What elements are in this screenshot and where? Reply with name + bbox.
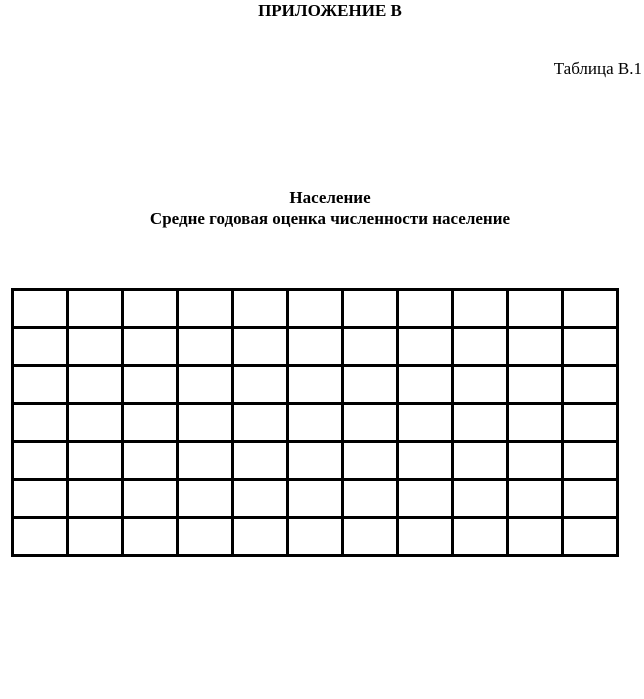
table-cell xyxy=(123,328,178,366)
table-cell xyxy=(453,442,508,480)
table-cell xyxy=(13,404,68,442)
table-row xyxy=(13,328,618,366)
table-cell xyxy=(178,328,233,366)
table-cell xyxy=(398,290,453,328)
table-cell xyxy=(13,442,68,480)
table-cell xyxy=(343,442,398,480)
table-cell xyxy=(123,404,178,442)
table-row xyxy=(13,480,618,518)
table-cell xyxy=(123,290,178,328)
table-cell xyxy=(453,518,508,556)
table-cell xyxy=(453,290,508,328)
table-row xyxy=(13,404,618,442)
table-cell xyxy=(398,442,453,480)
table-cell xyxy=(398,404,453,442)
table-cell xyxy=(508,328,563,366)
table-cell xyxy=(398,518,453,556)
table-cell xyxy=(123,366,178,404)
table-cell xyxy=(13,290,68,328)
table-cell xyxy=(13,366,68,404)
table-cell xyxy=(343,366,398,404)
table-cell xyxy=(288,518,343,556)
table-cell xyxy=(13,518,68,556)
table-cell xyxy=(178,404,233,442)
table-row xyxy=(13,518,618,556)
table-row xyxy=(13,366,618,404)
table-row xyxy=(13,442,618,480)
table-cell xyxy=(453,404,508,442)
table-cell xyxy=(178,442,233,480)
table-cell xyxy=(343,404,398,442)
table-cell xyxy=(453,328,508,366)
table-cell xyxy=(453,366,508,404)
table-cell xyxy=(508,442,563,480)
table-cell xyxy=(508,404,563,442)
table-cell xyxy=(288,480,343,518)
table-cell xyxy=(233,518,288,556)
table-caption xyxy=(0,187,644,229)
table-cell xyxy=(343,480,398,518)
table-cell xyxy=(178,366,233,404)
table-cell xyxy=(178,480,233,518)
table-cell xyxy=(563,480,618,518)
table-cell xyxy=(453,480,508,518)
table-cell xyxy=(233,366,288,404)
table-cell xyxy=(68,442,123,480)
table-cell xyxy=(563,290,618,328)
table-cell xyxy=(123,480,178,518)
table-cell xyxy=(68,290,123,328)
caption-subtitle: Средне годовая оценка численности население xyxy=(149,209,511,228)
empty-data-table xyxy=(11,288,619,557)
table-cell xyxy=(508,366,563,404)
table-cell xyxy=(563,366,618,404)
table-cell xyxy=(68,328,123,366)
caption-title: Население xyxy=(289,188,371,207)
table-cell xyxy=(398,328,453,366)
table-cell xyxy=(508,480,563,518)
table-cell xyxy=(68,480,123,518)
table-cell xyxy=(233,442,288,480)
table-cell xyxy=(68,518,123,556)
table-cell xyxy=(343,328,398,366)
table-cell xyxy=(68,366,123,404)
table-cell xyxy=(178,518,233,556)
table-cell xyxy=(563,328,618,366)
table-cell xyxy=(343,518,398,556)
table-cell xyxy=(233,290,288,328)
table-cell xyxy=(13,328,68,366)
table-cell xyxy=(508,290,563,328)
table-cell xyxy=(563,404,618,442)
table-cell xyxy=(233,404,288,442)
appendix-title: ПРИЛОЖЕНИЕ В xyxy=(258,1,402,20)
table-cell xyxy=(288,404,343,442)
table-cell xyxy=(508,518,563,556)
table-row xyxy=(13,290,618,328)
table-cell xyxy=(288,290,343,328)
table-cell xyxy=(563,442,618,480)
table-cell xyxy=(288,442,343,480)
table-cell xyxy=(13,480,68,518)
table-cell xyxy=(68,404,123,442)
table-cell xyxy=(398,480,453,518)
table-cell xyxy=(563,518,618,556)
table-number-label: Таблица В.1 xyxy=(553,59,642,78)
table-cell xyxy=(123,442,178,480)
table-cell xyxy=(288,366,343,404)
table-body xyxy=(13,290,618,556)
table-cell xyxy=(288,328,343,366)
table-cell xyxy=(343,290,398,328)
table-cell xyxy=(398,366,453,404)
table-cell xyxy=(233,328,288,366)
table-cell xyxy=(178,290,233,328)
table-cell xyxy=(233,480,288,518)
table-cell xyxy=(123,518,178,556)
